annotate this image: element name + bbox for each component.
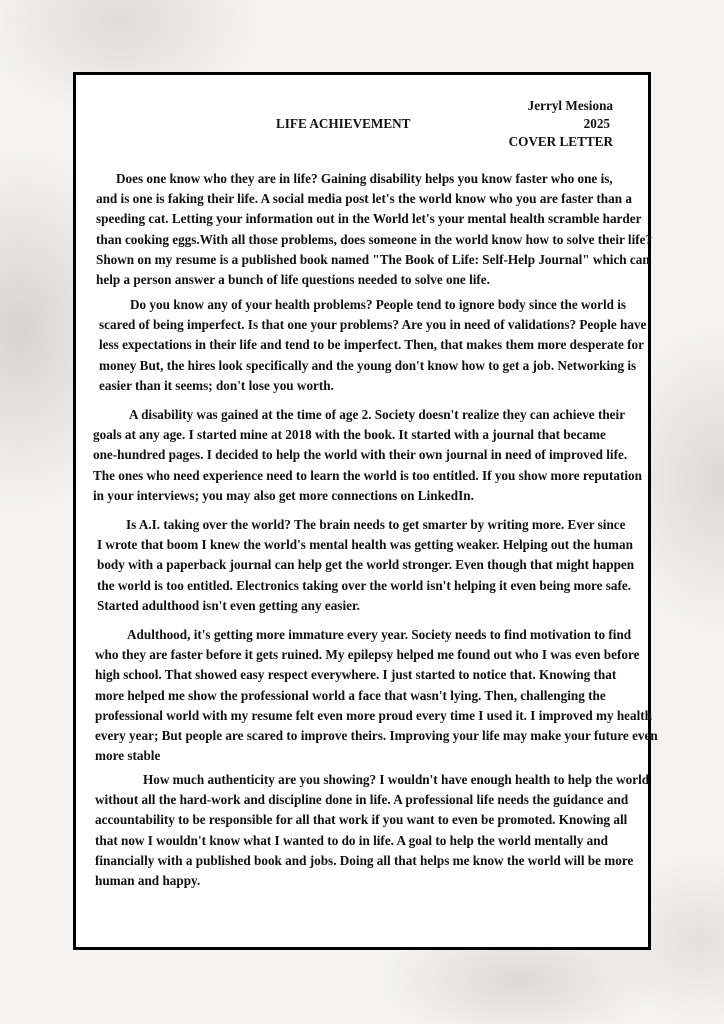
document-title: LIFE ACHIEVEMENT [276,116,411,131]
paragraph-line: more helped me show the professional world a face that wasn't lying. Then, challenging the [95,687,606,703]
paragraph-line: and is one is faking their life. A social media post let's the world know who you are faster than a [96,191,632,207]
document-type: COVER LETTER [508,134,613,149]
paragraph-line: than cooking eggs.With all those problems, does someone in the world know how to solve their life? [96,231,653,247]
paragraph-line: Does one know who they are in life? Gaining disability helps you know faster who one is, [116,171,613,186]
paragraph-line: who they are faster before it gets ruined. My epilepsy helped me found out who I was even before [95,647,640,663]
paragraph-line: more stable [95,748,161,764]
paragraph-line: Started adulthood isn't even getting any easier. [97,597,360,613]
paragraph-line: help a person answer a bunch of life questions needed to solve one life. [96,272,490,287]
paragraph-line: A disability was gained at the time of age 2. Society doesn't realize they can achieve their [129,407,626,422]
paragraph-line: easier than it seems; don't lose you worth. [99,377,334,393]
document-year: 2025 [583,116,610,131]
paragraph-line: Is A.I. taking over the world? The brain needs to get smarter by writing more. Ever since [126,517,626,532]
paragraph-line: the world is too entitled. Electronics taking over the world isn't helping it even being more safe. [97,577,632,593]
paragraph-line: money But, the hires look specifically and the young don't know how to get a job. Networking is [99,357,637,373]
paragraph-line: in your interviews; you may also get more connections on LinkedIn. [93,487,474,503]
paragraph-line: Do you know any of your health problems? People tend to ignore body since the world is [130,297,627,312]
paragraph-line: Adulthood, it's getting more immature every year. Society needs to find motivation to find [127,627,632,642]
paragraph-line: accountability to be responsible for all that work if you want to even be promoted. Knowing all [95,812,628,828]
paragraph-line: body with a paperback journal can help get the world stronger. Even though that might happen [97,557,635,573]
paragraph-line: How much authenticity are you showing? I wouldn't have enough health to help the world [143,772,650,787]
paragraph-line: goals at any age. I started mine at 2018 with the book. It started with a journal that became [93,427,606,443]
paragraph-line: The ones who need experience need to learn the world is too entitled. If you show more reputation [93,467,642,483]
paragraph-line: human and happy. [95,873,201,888]
paragraph-line: less expectations in their life and tend to be imperfect. Then, that makes them more desperate for [99,337,645,353]
paragraph-line: Shown on my resume is a published book named "The Book of Life: Self-Help Journal" which can [96,251,650,267]
paragraph-line: financially with a published book and jobs. Doing all that helps me know the world will be more [95,852,634,868]
paragraph-line: every year; But people are scared to improve theirs. Improving your life may make your future even [95,728,658,743]
paragraph-line: without all the hard-work and discipline done in life. A professional life needs the guidance and [95,792,629,808]
paragraph-line: scared of being imperfect. Is that one your problems? Are you in need of validations? People have [99,317,647,333]
cover-letter-page [73,72,658,950]
paragraph-line: high school. That showed easy respect everywhere. I just started to notice that. Knowing that [95,667,617,683]
author-name: Jerryl Mesiona [527,98,613,113]
paragraph-line: speeding cat. Letting your information out in the World let's your mental health scramble harder [96,211,642,227]
paragraph-line: professional world with my resume felt even more proud every time I used it. I improved my health [95,707,653,723]
paragraph-line: I wrote that boom I knew the world's mental health was getting weaker. Helping out the human [97,537,633,553]
paragraph-line: that now I wouldn't know what I wanted to do in life. A goal to help the world mentally and [95,832,608,848]
paragraph-line: one-hundred pages. I decided to help the world with their own journal in need of improved life. [93,447,628,463]
